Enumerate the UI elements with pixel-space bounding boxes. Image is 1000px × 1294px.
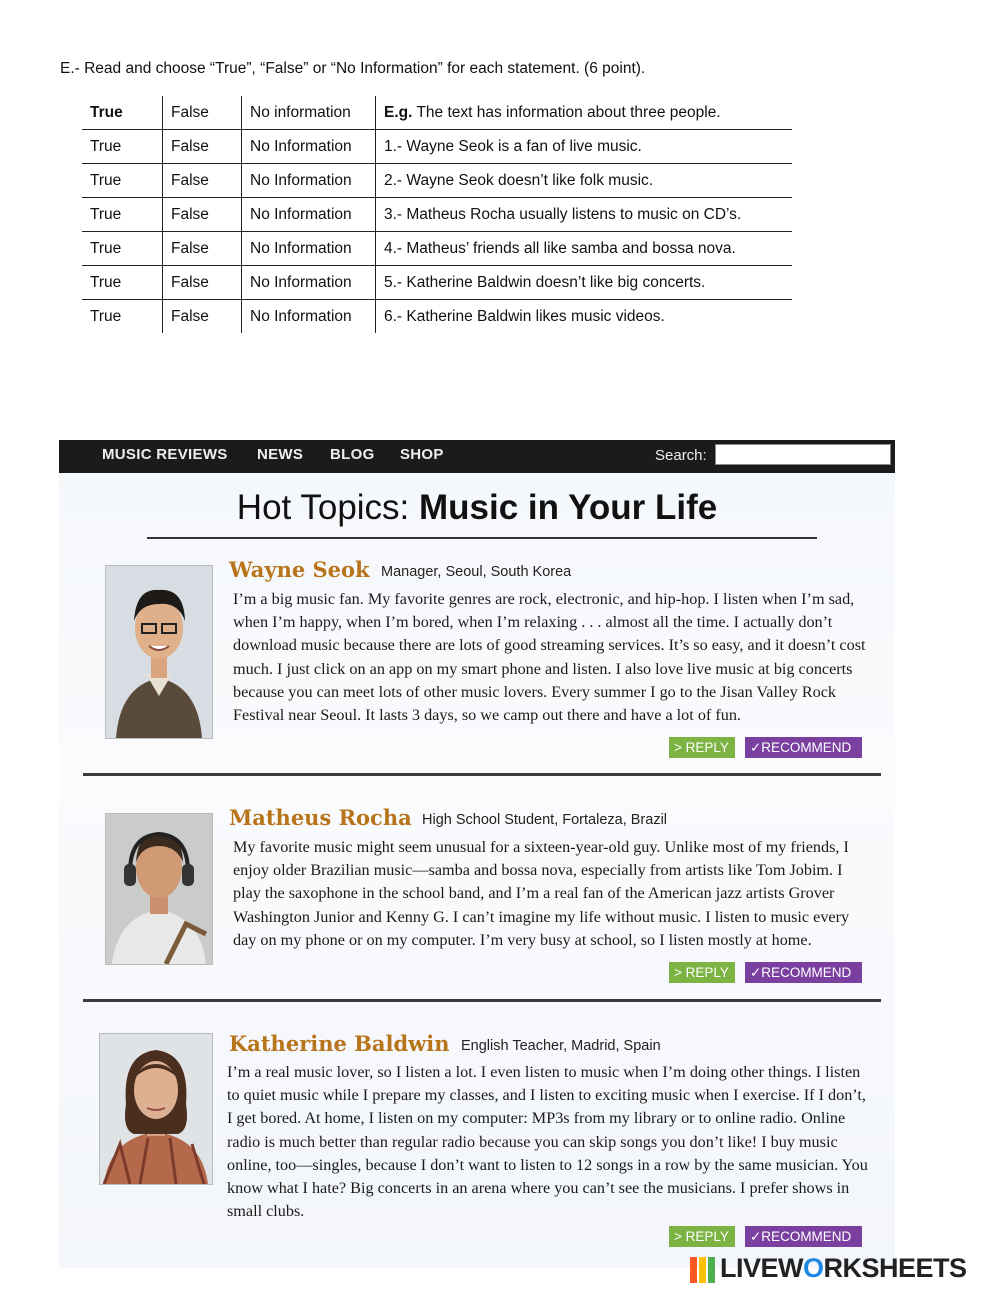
- brand-o: O: [803, 1253, 824, 1283]
- reply-button[interactable]: > REPLY: [669, 962, 735, 983]
- statement-row: [82, 266, 792, 300]
- brand-suffix: RKSHEETS: [823, 1253, 967, 1283]
- search-label: Search:: [655, 447, 707, 464]
- post-divider: [83, 999, 881, 1002]
- option-false[interactable]: False: [163, 198, 242, 232]
- article-screenshot: [59, 440, 895, 1268]
- post-body: My favorite music might seem unusual for a sixteen-year-old guy. Unlike most of my friends, I enjoy older Brazilian music—samba and bossa nova, especially from artists like Tom Jobim. I play the saxophone in the school band, and I’m a real fan of the American jazz artists Grover Washington Junior and Kenny G. I can’t imagine my life without music. I listen to music every day on my phone or on my computer. I’m very busy at school, so I listen mostly at home.: [233, 838, 850, 949]
- option-false[interactable]: False: [163, 266, 242, 300]
- post-author-role: Manager, Seoul, South Korea: [381, 564, 572, 580]
- nav-music-reviews[interactable]: MUSIC REVIEWS: [102, 446, 228, 463]
- statement-text: 3.- Matheus Rocha usually listens to music on CD’s.: [376, 198, 793, 232]
- option-no-information[interactable]: No Information: [242, 198, 376, 232]
- option-false[interactable]: False: [163, 164, 242, 198]
- option-no-information[interactable]: No Information: [242, 266, 376, 300]
- true-false-table: [82, 96, 792, 333]
- option-true[interactable]: True: [82, 232, 163, 266]
- option-true[interactable]: True: [82, 198, 163, 232]
- option-false[interactable]: False: [163, 300, 242, 334]
- recommend-button[interactable]: ✓RECOMMEND: [745, 962, 862, 983]
- statement-row: [82, 300, 792, 334]
- statement-text: 6.- Katherine Baldwin likes music videos.: [384, 307, 665, 325]
- liveworksheets-logo-icon: [690, 1257, 716, 1283]
- post-divider: [83, 773, 881, 776]
- option-no-information[interactable]: No Information: [242, 130, 376, 164]
- exercise-instructions: E.- Read and choose “True”, “False” or “No Information” for each statement. (6 point).: [60, 60, 646, 77]
- title-rule: [147, 537, 817, 539]
- post-body: I’m a real music lover, so I listen a lot. I even listen to music when I’m doing other things. I listen to quiet music while I prepare my classes, and I listen to exciting music when I exercise. If I don’t, I get bored. At home, I listen on my computer: MP3s from my library or to online radio. Online radio is much better than regular radio because you can skip songs you don’t like! I buy music online, too—singles, because I don’t want to listen to 12 songs in a row by the same musician. You know what I hate? Big concerts in an arena where you can’t see the musicians. I prefer shows in small clubs.: [227, 1063, 868, 1221]
- option-true[interactable]: True: [82, 164, 163, 198]
- person-icon: [100, 1034, 212, 1184]
- statement-row: [82, 164, 792, 198]
- nav-news[interactable]: NEWS: [257, 446, 304, 463]
- title-bold: Music in Your Life: [419, 488, 718, 527]
- post-author-name: Matheus Rocha: [229, 805, 412, 830]
- statement-row: [82, 130, 792, 164]
- post-author-role: High School Student, Fortaleza, Brazil: [422, 812, 668, 828]
- reply-button[interactable]: > REPLY: [669, 737, 735, 758]
- nav-shop[interactable]: SHOP: [400, 446, 444, 463]
- post-author-name: Katherine Baldwin: [229, 1031, 450, 1056]
- option-no-information[interactable]: No information: [242, 96, 376, 130]
- example-label: E.g.: [384, 103, 413, 121]
- recommend-button[interactable]: ✓RECOMMEND: [745, 737, 862, 758]
- top-navbar: [59, 440, 895, 473]
- statement-text: 5.- Katherine Baldwin doesn’t like big concerts.: [376, 266, 793, 300]
- post-author-role: English Teacher, Madrid, Spain: [461, 1038, 661, 1054]
- option-true[interactable]: True: [82, 300, 163, 334]
- option-no-information[interactable]: No Information: [242, 164, 376, 198]
- option-true[interactable]: True: [82, 96, 163, 130]
- statement-row: [82, 232, 792, 266]
- statement-text: 2.- Wayne Seok doesn’t like folk music.: [376, 164, 793, 198]
- avatar-matheus-rocha: [105, 813, 213, 965]
- brand-prefix: LIVEW: [720, 1253, 803, 1283]
- statement: [376, 96, 793, 130]
- post-author-name: Wayne Seok: [229, 557, 370, 582]
- option-false[interactable]: False: [163, 232, 242, 266]
- search-input[interactable]: [715, 444, 891, 465]
- brand-text: [720, 1253, 967, 1284]
- person-icon: [106, 814, 212, 964]
- recommend-button[interactable]: ✓RECOMMEND: [745, 1226, 862, 1247]
- title-plain: Hot Topics:: [236, 488, 420, 527]
- option-no-information[interactable]: No Information: [242, 232, 376, 266]
- option-no-information[interactable]: No Information: [242, 300, 376, 334]
- statement-text: 1.- Wayne Seok is a fan of live music.: [376, 130, 793, 164]
- example-row: [82, 96, 792, 130]
- person-icon: [106, 566, 212, 738]
- option-true[interactable]: True: [82, 130, 163, 164]
- statement-row: [82, 198, 792, 232]
- option-false[interactable]: False: [163, 130, 242, 164]
- page-title: [59, 488, 895, 528]
- statement-text: 4.- Matheus’ friends all like samba and bossa nova.: [376, 232, 793, 266]
- option-true[interactable]: True: [82, 266, 163, 300]
- nav-blog[interactable]: BLOG: [330, 446, 375, 463]
- avatar-katherine-baldwin: [99, 1033, 213, 1185]
- avatar-wayne-seok: [105, 565, 213, 739]
- statement-text: The text has information about three people.: [416, 103, 721, 121]
- reply-button[interactable]: > REPLY: [669, 1226, 735, 1247]
- post-body: I’m a big music fan. My favorite genres are rock, electronic, and hip-hop. I listen when I’m sad, when I’m happy, when I’m bored, when I’m relaxing . . . almost all the time. I actually don’t download music because there are lots of good streaming services. It’s so easy, and it doesn’t cost much. I just click on an app on my smart phone and listen. I also love live music at big concerts because you can meet lots of other music lovers. Every summer I go to the Jisan Valley Rock Festival near Seoul. It lasts 3 days, so we camp out there and have a lot of fun.: [233, 590, 866, 725]
- option-false[interactable]: False: [163, 96, 242, 130]
